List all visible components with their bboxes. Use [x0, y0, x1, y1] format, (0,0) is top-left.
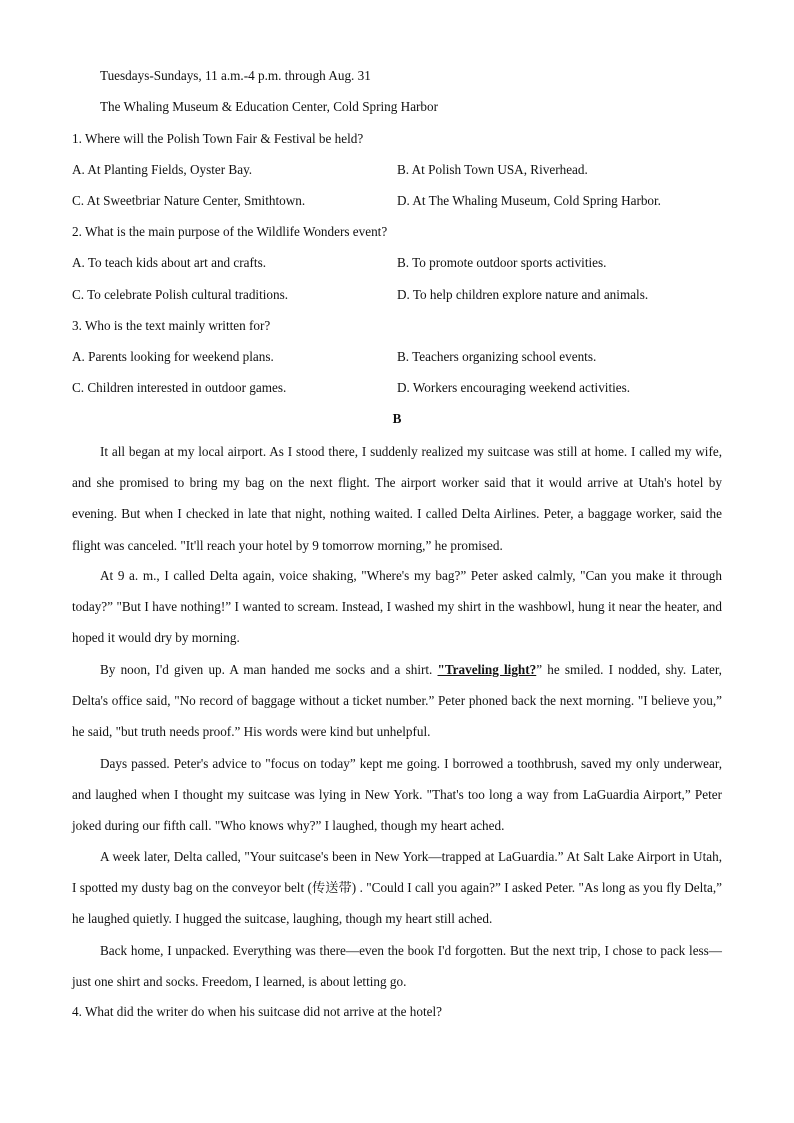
q2-option-a: A. To teach kids about art and crafts.	[72, 255, 267, 270]
passage-paragraph-2: At 9 a. m., I called Delta again, voice shaking, "Where's my bag?” Peter asked calmly, "Can you make it through today?” "But I have nothing!” I wanted to scream. Instead, I washed my shirt in the washbowl, hung it near the heater, and hoped it would dry by morning.	[72, 568, 722, 646]
passage-paragraph-4: Days passed. Peter's advice to "focus on today” kept me going. I borrowed a toothbrush, saved my only underwear, and laughed when I thought my suitcase was lying in New York. "That's too long a way from LaGuardia Airport,” Peter joked during our fifth call. "Who knows why?” I laughed, though my heart ached.	[72, 756, 722, 834]
event-venue: The Whaling Museum & Education Center, Cold Spring Harbor	[100, 99, 439, 114]
q3-option-d: D. Workers encouraging weekend activities.	[397, 380, 631, 395]
paragraph-3-end: ” he smiled. I nodded, shy. Later, Delta's office said, "No record of baggage without a ticket number.” Peter phoned back the next morning. "I believe you,” he said, "but truth needs proof.” His words were kind but unhelpful.	[72, 662, 722, 740]
q3-option-c: C. Children interested in outdoor games.	[72, 380, 287, 395]
q3-option-b: B. Teachers organizing school events.	[397, 349, 597, 364]
passage-paragraph-6: Back home, I unpacked. Everything was there—even the book I'd forgotten. But the next trip, I chose to pack less—just one shirt and socks. Freedom, I learned, is about letting go.	[72, 943, 722, 990]
question-3: 3. Who is the text mainly written for?	[72, 318, 271, 333]
event-hours: Tuesdays-Sundays, 11 a.m.-4 p.m. through Aug. 31	[100, 68, 371, 83]
q1-option-a: A. At Planting Fields, Oyster Bay.	[72, 162, 253, 177]
question-4: 4. What did the writer do when his suitcase did not arrive at the hotel?	[72, 1004, 443, 1019]
q1-option-b: B. At Polish Town USA, Riverhead.	[397, 162, 588, 177]
passage-paragraph-3	[72, 654, 722, 748]
highlighted-phrase: "Traveling light?	[437, 662, 537, 677]
paragraph-3-start: By noon, I'd given up. A man handed me socks and a shirt.	[100, 662, 438, 677]
q2-option-c: C. To celebrate Polish cultural traditions.	[72, 287, 289, 302]
question-2: 2. What is the main purpose of the Wildlife Wonders event?	[72, 224, 388, 239]
section-heading-b: B	[392, 411, 402, 426]
passage-paragraph-1: It all began at my local airport. As I stood there, I suddenly realized my suitcase was still at home. I called my wife, and she promised to bring my bag on the next flight. The airport worker said that it would arrive at Utah's hotel by evening. But when I checked in late that night, nothing waited. I called Delta Airlines. Peter, a baggage worker, said the flight was canceled. "It'll reach your hotel by 9 tomorrow morning,” he promised.	[72, 444, 722, 553]
q3-option-a: A. Parents looking for weekend plans.	[72, 349, 274, 364]
q1-option-c: C. At Sweetbriar Nature Center, Smithtown.	[72, 193, 306, 208]
q2-option-b: B. To promote outdoor sports activities.	[397, 255, 607, 270]
q2-option-d: D. To help children explore nature and animals.	[397, 287, 649, 302]
q1-option-d: D. At The Whaling Museum, Cold Spring Harbor.	[397, 193, 661, 208]
question-1: 1. Where will the Polish Town Fair & Festival be held?	[72, 131, 364, 146]
passage-paragraph-5: A week later, Delta called, "Your suitcase's been in New York—trapped at LaGuardia.” At Salt Lake Airport in Utah, I spotted my dusty bag on the conveyor belt (传送带) . "Could I call you again?” I asked Peter. "As long as you fly Delta,” he laughed quietly. I hugged the suitcase, laughing, though my heart still ached.	[72, 849, 722, 927]
